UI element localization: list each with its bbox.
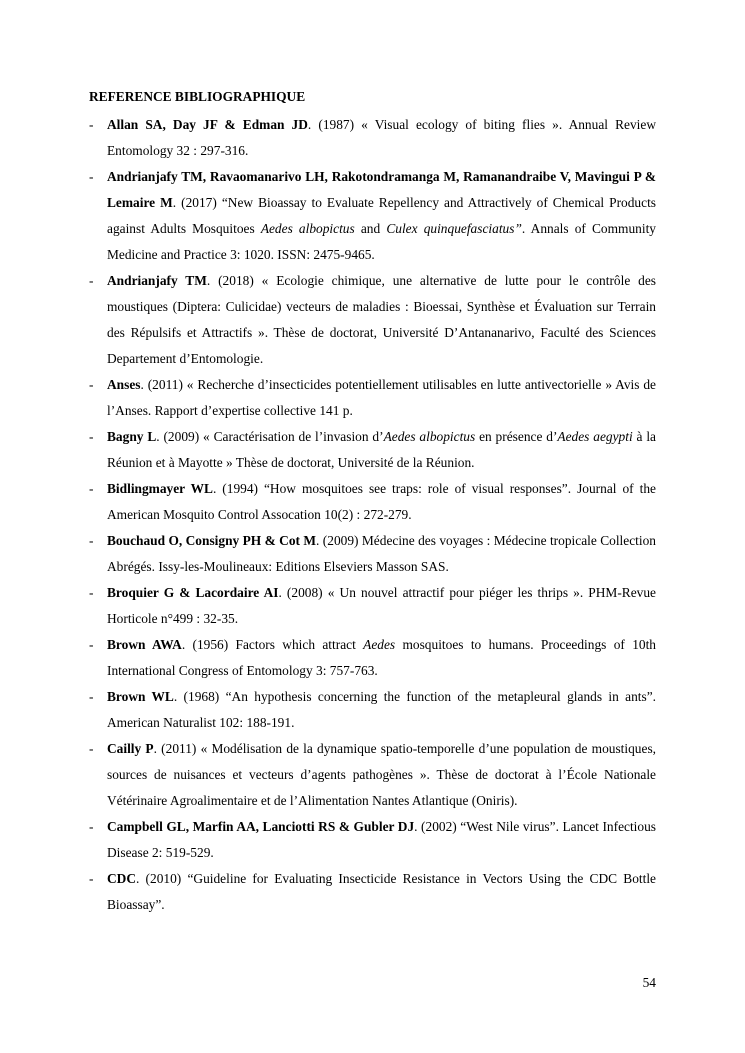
- list-bullet: -: [89, 741, 94, 756]
- reference-text: . (2011) « Modélisation de la dynamique spatio-temporelle d’une population de moustiques, sources de nuisances et vecteurs d’agents pathogènes ». Thèse de doctorat à l’École Nationale Vétérinaire Agroalimentaire et de l’Alimentation Nantes Atlantique (Oniris).: [107, 741, 656, 808]
- reference-text: à la Réunion et à Mayotte » Thèse de doctorat, Université de la Réunion.: [107, 429, 656, 470]
- reference-text: . (2018) « Ecologie chimique, une alternative de lutte pour le contrôle des moustiques (Diptera: Culicidae) vecteurs de maladies : Bioessai, Synthèse et Évaluation sur Terrain des Répulsifs et Attractifs ». Thèse de doctorat, Université D’Antananarivo, Faculté des Sciences Departement d’Entomologie.: [107, 273, 656, 366]
- list-bullet: -: [89, 871, 94, 886]
- reference-item: [89, 268, 656, 372]
- reference-text: en présence d’: [475, 429, 558, 444]
- reference-item: [89, 684, 656, 736]
- page-number: 54: [642, 975, 656, 990]
- reference-authors: Brown AWA: [107, 637, 182, 652]
- reference-authors: Cailly P: [107, 741, 154, 756]
- reference-species: Aedes aegypti: [557, 429, 633, 444]
- reference-item: [89, 736, 656, 814]
- reference-item: [89, 632, 656, 684]
- reference-authors: Allan SA, Day JF & Edman JD: [107, 117, 308, 132]
- reference-authors: CDC: [107, 871, 137, 886]
- reference-text: . Annals of Community Medicine and Practice 3: 1020. ISSN: 2475-9465.: [107, 221, 656, 262]
- reference-text: . (2009) Médecine des voyages : Médecine tropicale Collection Abrégés. Issy-les-Moulineaux: Editions Elseviers Masson SAS.: [107, 533, 656, 574]
- reference-authors: Bouchaud O, Consigny PH & Cot M: [107, 533, 317, 548]
- reference-authors: Bidlingmayer WL: [107, 481, 213, 496]
- section-heading: REFERENCE BIBLIOGRAPHIQUE: [89, 89, 306, 104]
- list-bullet: -: [89, 273, 94, 288]
- reference-item: [89, 814, 656, 866]
- reference-species: Aedes: [363, 637, 396, 652]
- reference-text: . (2017) “New Bioassay to Evaluate Repellency and Attractively of Chemical Products against Adults Mosquitoes: [107, 195, 657, 236]
- reference-list: [89, 112, 656, 918]
- reference-authors: Broquier G & Lacordaire AI: [107, 585, 279, 600]
- reference-text: . (1968) “An hypothesis concerning the function of the metapleural glands in ants”. American Naturalist 102: 188-191.: [107, 689, 657, 730]
- reference-authors: Andrianjafy TM: [107, 273, 207, 288]
- list-bullet: -: [89, 585, 94, 600]
- list-bullet: -: [89, 117, 94, 132]
- list-bullet: -: [89, 637, 94, 652]
- reference-item: [89, 866, 656, 918]
- reference-species: Aedes albopictus: [260, 221, 355, 236]
- reference-authors: Campbell GL, Marfin AA, Lanciotti RS & Gubler DJ: [107, 819, 415, 834]
- reference-item: [89, 580, 656, 632]
- reference-text: and: [354, 221, 387, 236]
- reference-text: . (2002) “West Nile virus”. Lancet Infectious Disease 2: 519-529.: [107, 819, 656, 860]
- reference-item: [89, 164, 656, 268]
- reference-text: . (2010) “Guideline for Evaluating Insecticide Resistance in Vectors Using the CDC Bottle Bioassay”.: [107, 871, 656, 912]
- reference-authors: Anses: [107, 377, 141, 392]
- reference-item: [89, 112, 656, 164]
- reference-authors: Brown WL: [107, 689, 174, 704]
- list-bullet: -: [89, 819, 94, 834]
- reference-authors: Bagny L: [107, 429, 157, 444]
- reference-text: . (1956) Factors which attract: [181, 637, 364, 652]
- reference-item: [89, 372, 656, 424]
- list-bullet: -: [89, 429, 94, 444]
- reference-authors: Andrianjafy TM, Ravaomanarivo LH, Rakotondramanga M, Ramanandraibe V, Mavingui P & Lemaire M: [107, 169, 656, 210]
- reference-text: . (2011) « Recherche d’insecticides potentiellement utilisables en lutte antivectorielle » Avis de l’Anses. Rapport d’expertise collective 141 p.: [107, 377, 656, 418]
- reference-item: [89, 424, 656, 476]
- reference-text: . (2008) « Un nouvel attractif pour piéger les thrips ». PHM-Revue Horticole n°499 : 32-35.: [107, 585, 656, 626]
- reference-item: [89, 528, 656, 580]
- list-bullet: -: [89, 481, 94, 496]
- reference-item: [89, 476, 656, 528]
- reference-text: . (2009) « Caractérisation de l’invasion d’: [156, 429, 384, 444]
- list-bullet: -: [89, 377, 94, 392]
- reference-text: mosquitoes to humans. Proceedings of 10th International Congress of Entomology 3: 757-763.: [107, 637, 656, 678]
- reference-species: Culex quinquefasciatus”: [386, 221, 522, 236]
- list-bullet: -: [89, 169, 94, 184]
- list-bullet: -: [89, 689, 94, 704]
- reference-text: . (1994) “How mosquitoes see traps: role of visual responses”. Journal of the American Mosquito Control Assocation 10(2) : 272-279.: [107, 481, 656, 522]
- reference-species: Aedes albopictus: [383, 429, 476, 444]
- list-bullet: -: [89, 533, 94, 548]
- reference-text: . (1987) « Visual ecology of biting flies ». Annual Review Entomology 32 : 297-316.: [107, 117, 656, 158]
